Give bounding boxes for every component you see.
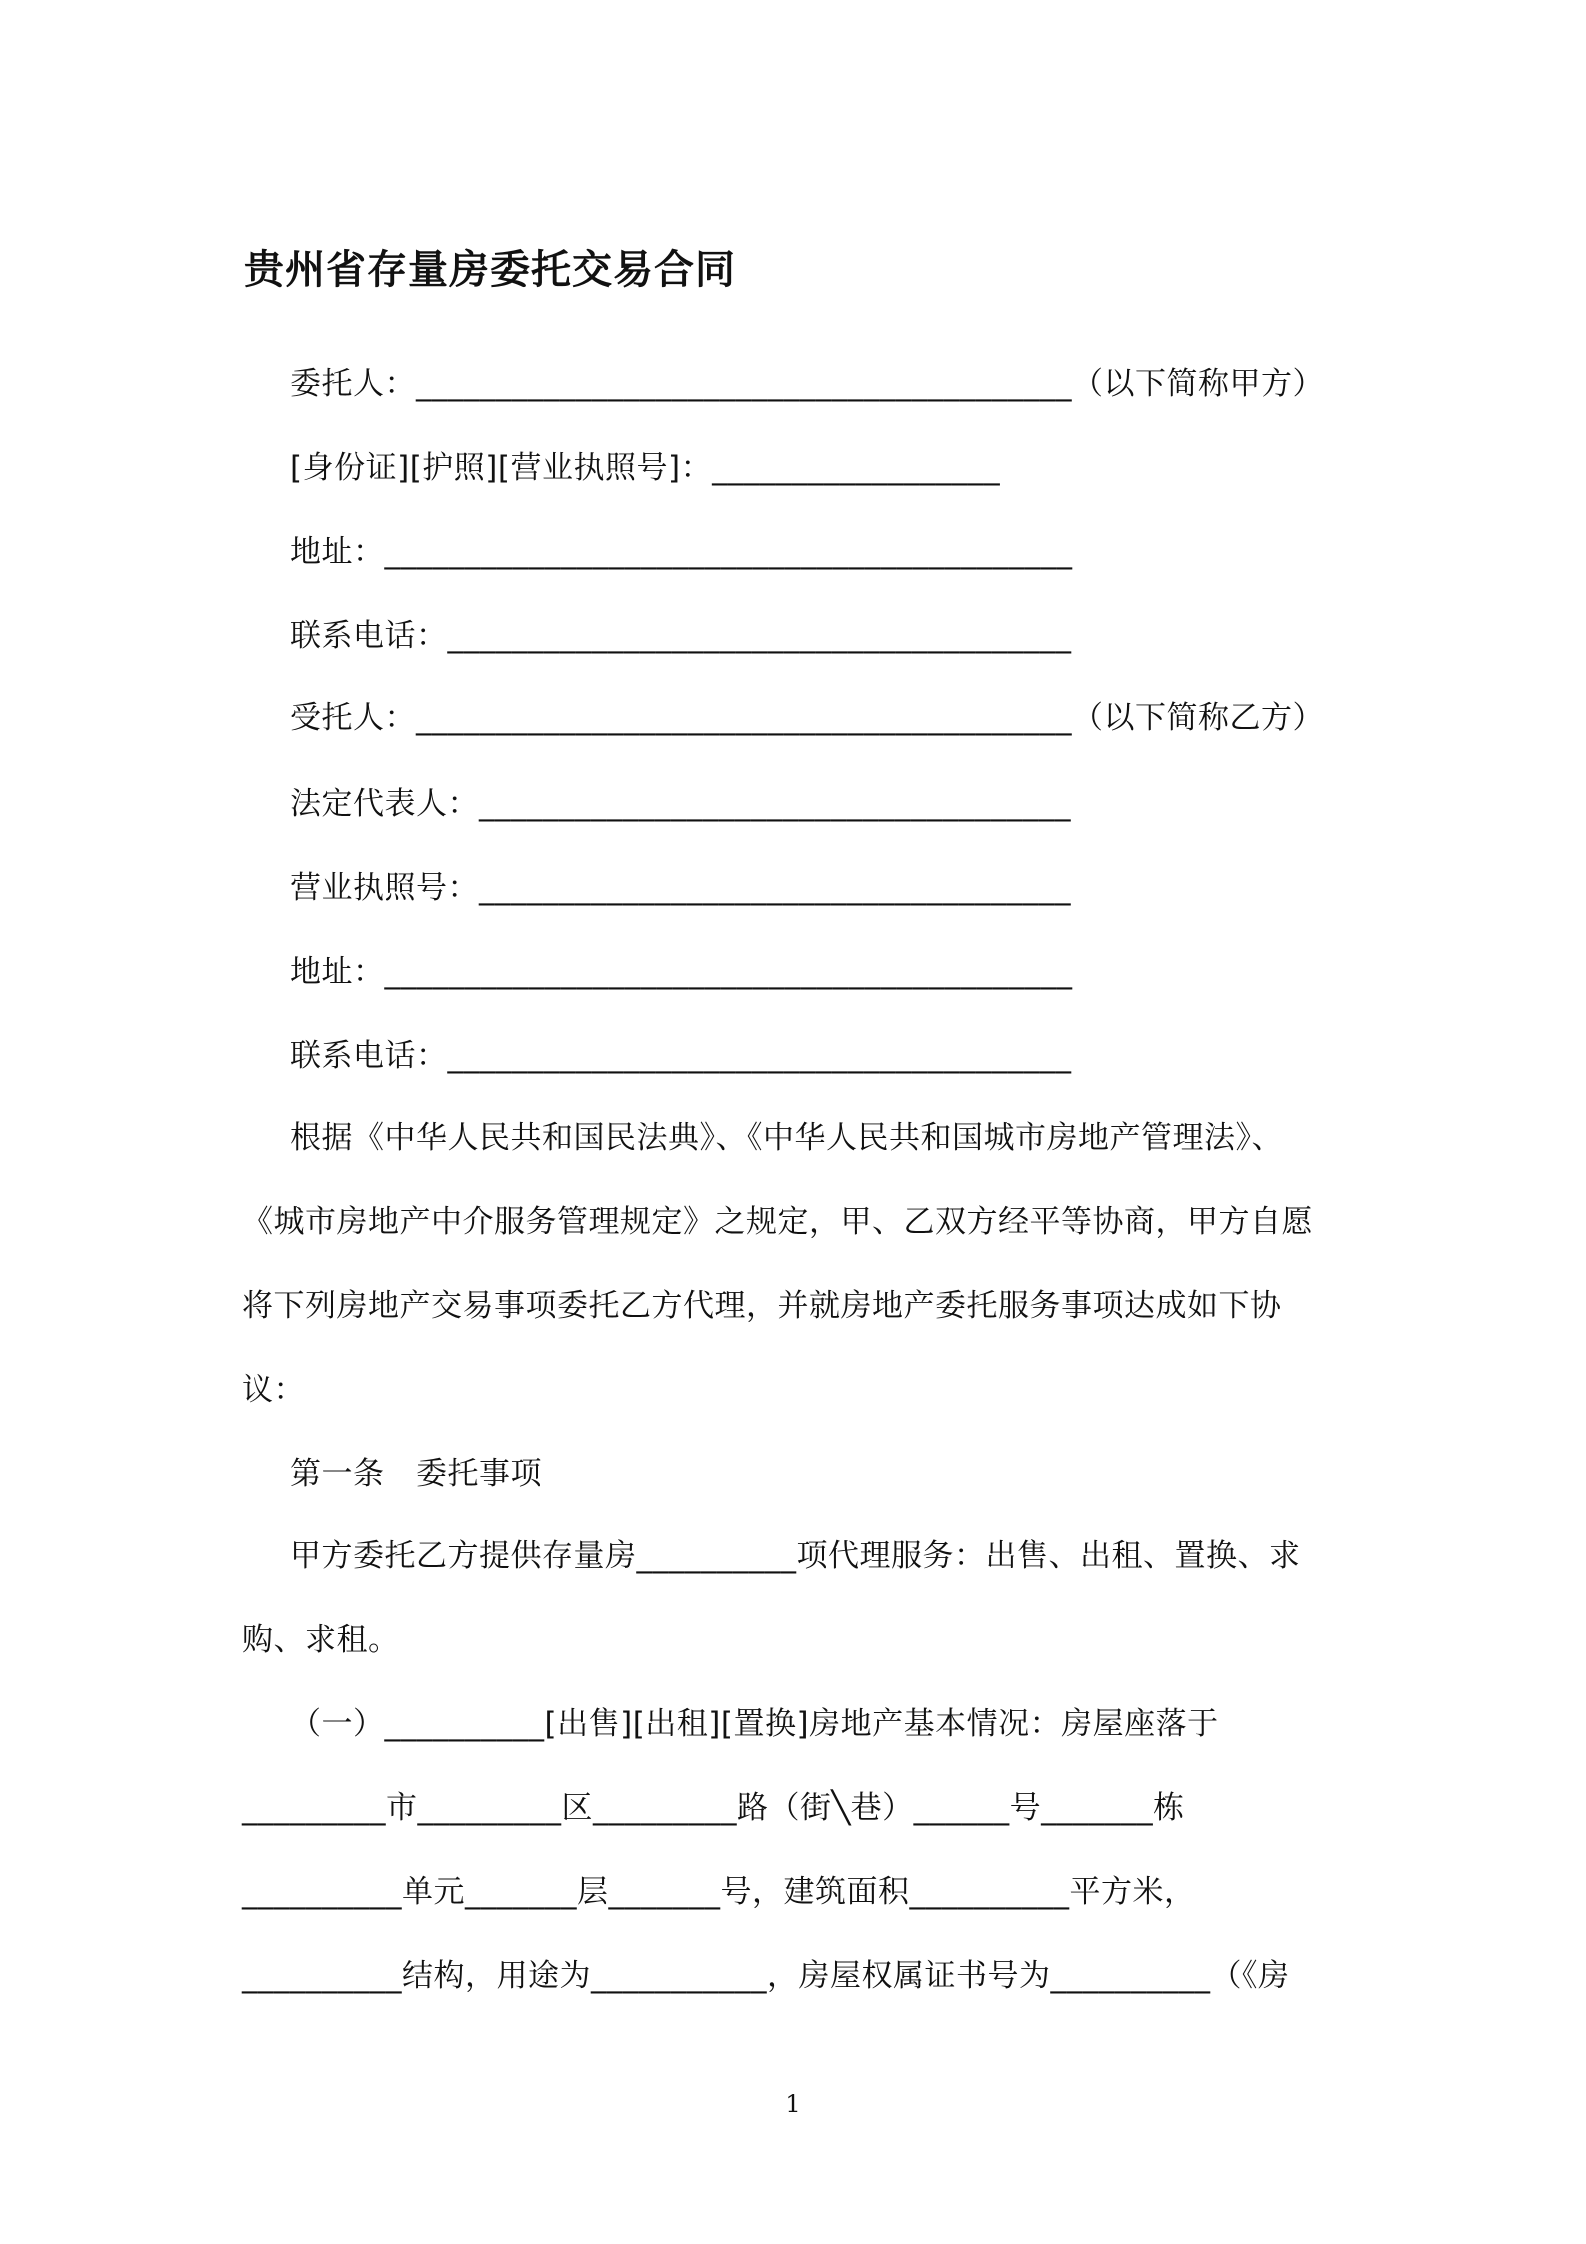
agent-phone-line: 联系电话：_______________________________________ <box>290 1038 1072 1074</box>
property-line-1: （一）__________[出售][出租][置换]房地产基本情况：房屋座落于 <box>290 1706 1219 1742</box>
client-phone-line: 联系电话：_______________________________________ <box>290 618 1072 654</box>
document-title: 贵州省存量房委托交易合同 <box>244 247 736 293</box>
property-line-2: _________市_________区_________路（街╲巷）______号_______栋 <box>242 1790 1185 1826</box>
legal-rep-line: 法定代表人：_____________________________________ <box>290 786 1071 822</box>
preamble-line-4: 议： <box>242 1372 305 1408</box>
preamble-line-3: 将下列房地产交易事项委托乙方代理，并就房地产委托服务事项达成如下协 <box>242 1288 1282 1324</box>
agent-address-line: 地址：___________________________________________ <box>290 954 1073 990</box>
preamble-line-1: 根据《中华人民共和国民法典》、《中华人民共和国城市房地产管理法》、 <box>290 1120 1283 1156</box>
article-1-heading: 第一条 委托事项 <box>290 1456 542 1492</box>
client-line: 委托人：_________________________________________（以下简称甲方） <box>290 366 1324 402</box>
preamble-line-2: 《城市房地产中介服务管理规定》之规定，甲、乙双方经平等协商，甲方自愿 <box>242 1204 1313 1240</box>
property-line-4: __________结构，用途为___________，房屋权属证书号为__________（《房 <box>242 1958 1290 1994</box>
property-line-3: __________单元_______层_______号，建筑面积__________平方米， <box>242 1874 1196 1910</box>
article-1-line-2: 购、求租。 <box>242 1622 400 1658</box>
article-1-line-1: 甲方委托乙方提供存量房__________项代理服务：出售、出租、置换、求 <box>290 1538 1301 1574</box>
client-id-line: [身份证][护照][营业执照号]：__________________ <box>290 450 1001 486</box>
client-address-line: 地址：___________________________________________ <box>290 534 1073 570</box>
agent-line: 受托人：_________________________________________（以下简称乙方） <box>290 700 1324 736</box>
page-number: 1 <box>785 2090 801 2118</box>
license-line: 营业执照号：_____________________________________ <box>290 870 1071 906</box>
